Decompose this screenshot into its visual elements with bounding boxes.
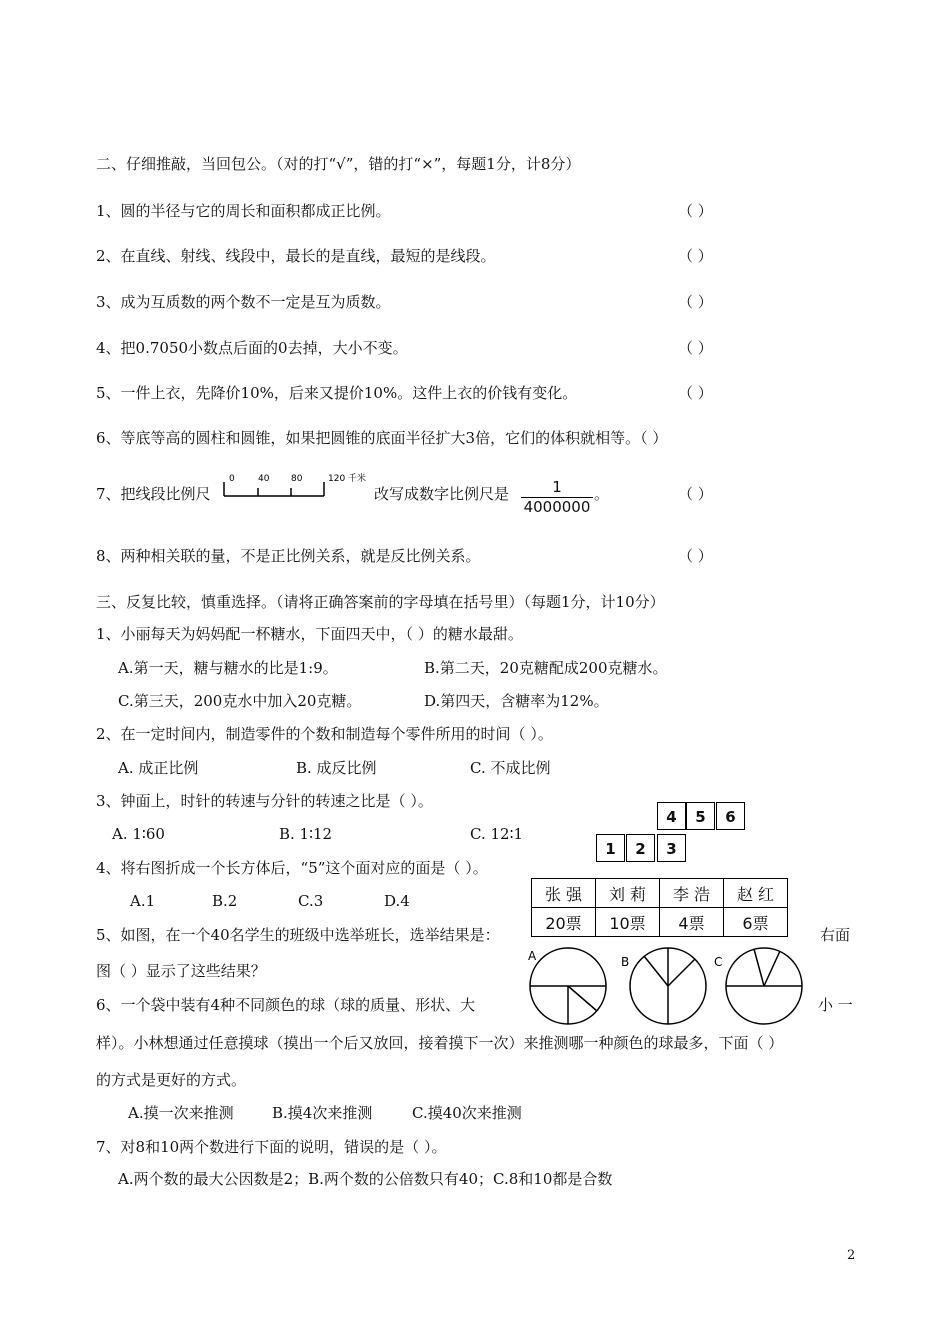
q5-stem-end: 图（ ）显示了这些结果？ <box>96 962 266 980</box>
q2-option-c[interactable]: C. 不成比例 <box>470 759 551 777</box>
answer-paren-4[interactable]: （ ） <box>678 339 713 357</box>
q6-line-2: 样）。小林想通过任意摸球（摸出一个后又放回，接着摸下一次）来推测哪一种颜色的球最多，下面（ ） <box>96 1034 784 1052</box>
pie-charts-figure <box>522 944 812 1030</box>
answer-paren-3[interactable]: （ ） <box>678 293 713 311</box>
q6-line-1: 6、一个袋中装有4种不同颜色的球（球的质量、形状、大 <box>96 996 476 1014</box>
vote-count: 6票 <box>724 908 788 937</box>
answer-paren-7[interactable]: （ ） <box>678 485 713 503</box>
q6-line-1-end: 小 一 <box>818 996 853 1014</box>
q7-stem: 7、对8和10两个数进行下面的说明，错误的是（ ）。 <box>96 1138 447 1156</box>
scale-label-0: 0 <box>229 474 235 484</box>
section-3-title: 三、反复比较，慎重选择。（请将正确答案前的字母填在括号里）（每题1分，计10分） <box>96 593 665 611</box>
scale-label-120: 120 千米 <box>328 474 367 484</box>
fraction-denominator: 4000000 <box>523 498 591 516</box>
table-row-names <box>532 879 788 908</box>
pie-chart-b <box>630 948 706 1024</box>
q2-option-a[interactable]: A. 成正比例 <box>118 759 199 777</box>
candidate-name: 李 浩 <box>660 879 724 908</box>
vote-count: 20票 <box>532 908 596 937</box>
pie-chart-a <box>530 948 606 1024</box>
q1-option-d[interactable]: D.第四天，含糖率为12%。 <box>424 692 609 710</box>
pie-label-c: C <box>714 955 723 969</box>
scale-label-40: 40 <box>258 474 270 484</box>
pie-label-a: A <box>528 949 537 963</box>
q6-option-a[interactable]: A.摸一次来推测 <box>128 1104 234 1122</box>
q5-stem-start: 5、如图，在一个40名学生的班级中选举班长，选举结果是： <box>96 926 500 944</box>
q4-option-a[interactable]: A.1 <box>130 892 156 910</box>
tf-item-7-end: 。 <box>594 485 610 503</box>
q4-stem: 4、将右图折成一个长方体后，“5”这个面对应的面是（ ）。 <box>96 859 488 877</box>
q1-option-b[interactable]: B.第二天，20克糖配成200克糖水。 <box>424 659 668 677</box>
tf-item-1: 1、圆的半径与它的周长和面积都成正比例。 <box>96 202 391 220</box>
net-face-5: 5 <box>686 802 715 830</box>
tf-item-5: 5、一件上衣，先降价10%，后来又提价10%。这件上衣的价钱有变化。 <box>96 384 578 402</box>
election-results-table <box>531 878 788 937</box>
q1-option-c[interactable]: C.第三天，200克水中加入20克糖。 <box>118 692 362 710</box>
tf-item-2: 2、在直线、射线、线段中，最长的是直线，最短的是线段。 <box>96 247 496 265</box>
q3-option-a[interactable]: A. 1∶60 <box>112 825 165 843</box>
q2-stem: 2、在一定时间内，制造零件的个数和制造每个零件所用的时间（ ）。 <box>96 725 553 743</box>
candidate-name: 刘 莉 <box>596 879 660 908</box>
q1-stem: 1、小丽每天为妈妈配一杯糖水，下面四天中，（ ）的糖水最甜。 <box>96 625 523 643</box>
page-number: 2 <box>847 1248 856 1263</box>
vote-count: 10票 <box>596 908 660 937</box>
q2-option-b[interactable]: B. 成反比例 <box>296 759 377 777</box>
tf-item-3: 3、成为互质数的两个数不一定是互为质数。 <box>96 293 391 311</box>
net-face-1: 1 <box>596 834 625 862</box>
q1-option-a[interactable]: A.第一天，糖与糖水的比是1:9。 <box>118 659 338 677</box>
q4-option-d[interactable]: D.4 <box>384 892 410 910</box>
candidate-name: 赵 红 <box>724 879 788 908</box>
answer-paren-5[interactable]: （ ） <box>678 384 713 402</box>
pie-label-b: B <box>621 955 630 969</box>
q5-stem-right: 右面 <box>820 926 851 944</box>
scale-label-80: 80 <box>291 474 303 484</box>
q4-option-b[interactable]: B.2 <box>212 892 238 910</box>
table-row-votes <box>532 908 788 937</box>
net-face-2: 2 <box>626 834 655 862</box>
fraction-numerator: 1 <box>552 478 562 496</box>
vote-count: 4票 <box>660 908 724 937</box>
q7-options[interactable]: A.两个数的最大公因数是2；B.两个数的公倍数只有40；C.8和10都是合数 <box>118 1170 613 1188</box>
q6-line-3: 的方式是更好的方式。 <box>96 1071 247 1089</box>
net-face-4: 4 <box>657 802 686 830</box>
section-2-title: 二、仔细推敲，当回包公。（对的打“√”，错的打“×”，每题1分，计8分） <box>96 155 581 173</box>
answer-paren-1[interactable]: （ ） <box>678 202 713 220</box>
q6-option-c[interactable]: C.摸40次来推测 <box>412 1104 522 1122</box>
tf-item-4: 4、把0.7050小数点后面的0去掉，大小不变。 <box>96 339 408 357</box>
tf-item-7-middle: 改写成数字比例尺是 <box>374 485 510 503</box>
answer-paren-2[interactable]: （ ） <box>678 247 713 265</box>
tf-item-6: 6、等底等高的圆柱和圆锥，如果把圆锥的底面半径扩大3倍，它们的体积就相等。（ ） <box>96 429 668 447</box>
line-scale-figure <box>218 470 368 504</box>
pie-chart-c <box>726 948 802 1024</box>
q6-option-b[interactable]: B.摸4次来推测 <box>272 1104 373 1122</box>
net-face-6: 6 <box>716 802 745 830</box>
q3-stem: 3、钟面上，时针的转速与分针的转速之比是（ ）。 <box>96 792 433 810</box>
candidate-name: 张 强 <box>532 879 596 908</box>
net-face-3: 3 <box>657 834 686 862</box>
q4-option-c[interactable]: C.3 <box>298 892 324 910</box>
q3-option-b[interactable]: B. 1∶12 <box>279 825 333 843</box>
answer-paren-8[interactable]: （ ） <box>678 547 713 565</box>
tf-item-7-start: 7、把线段比例尺 <box>96 485 211 503</box>
tf-item-8: 8、两种相关联的量，不是正比例关系，就是反比例关系。 <box>96 547 481 565</box>
q3-option-c[interactable]: C. 12∶1 <box>470 825 524 843</box>
scale-fraction <box>520 478 594 516</box>
